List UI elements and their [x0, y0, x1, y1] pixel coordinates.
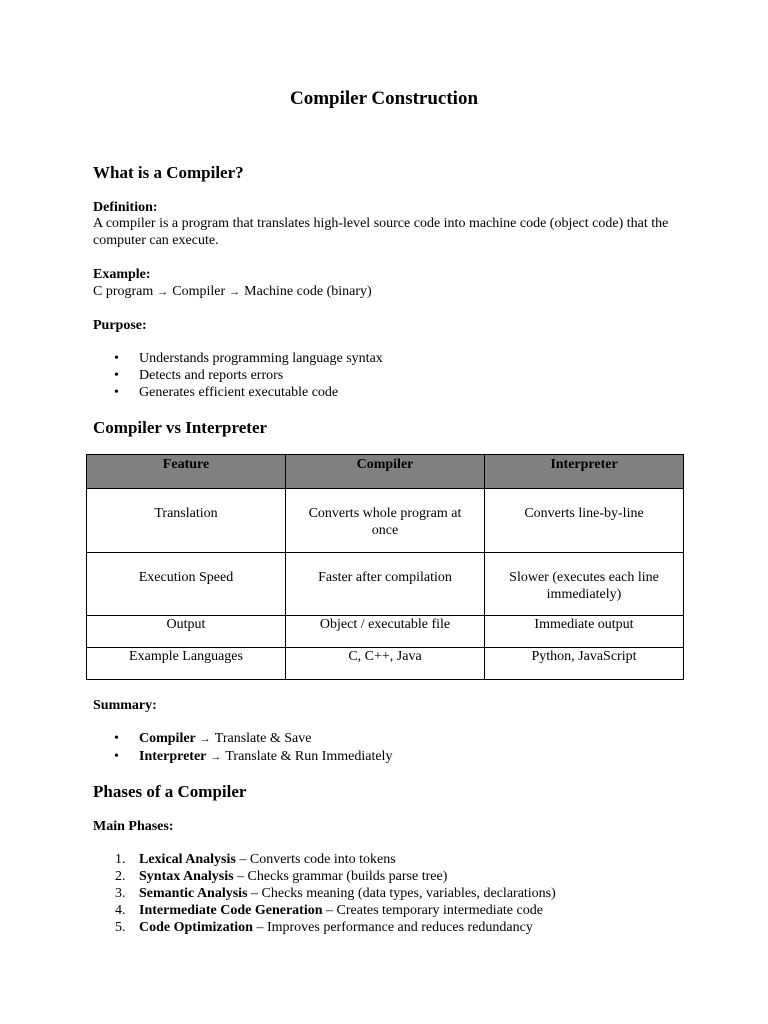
summary-list: [93, 730, 392, 766]
table-cell: Example Languages: [87, 648, 286, 680]
summary-label: Summary:: [93, 698, 157, 713]
phase-term: Syntax Analysis: [139, 869, 234, 884]
list-number: 1.: [115, 852, 126, 867]
phase-desc: – Checks meaning (data types, variables, declarations): [247, 886, 556, 901]
arrow-icon: →: [157, 286, 169, 298]
table-cell: Faster after compilation: [286, 553, 485, 616]
example-part-output: Machine code (binary): [244, 284, 372, 299]
arrow-icon: →: [229, 286, 241, 298]
definition-text: A compiler is a program that translates high-level source code into machine code (object code) that the computer can execute.: [93, 216, 669, 248]
table-cell: Execution Speed: [87, 553, 286, 616]
phase-desc: – Checks grammar (builds parse tree): [233, 869, 448, 884]
list-item: [93, 902, 556, 919]
list-item: [93, 868, 556, 885]
table-cell: Immediate output: [485, 616, 684, 648]
example-text: [93, 283, 673, 301]
table-row: [87, 616, 684, 648]
list-number: 4.: [115, 903, 126, 918]
main-phases-label: Main Phases:: [93, 819, 174, 834]
list-item-text: Understands programming language syntax: [139, 351, 383, 366]
list-number: 2.: [115, 869, 126, 884]
page-title: Compiler Construction: [289, 88, 479, 109]
table-cell: Converts line-by-line: [485, 489, 684, 553]
list-item-text: Generates efficient executable code: [139, 385, 339, 400]
list-number: 3.: [115, 886, 126, 901]
table-row: [87, 489, 684, 553]
phase-term: Semantic Analysis: [139, 886, 248, 901]
table-header-cell: Feature: [87, 455, 286, 489]
phase-desc: – Creates temporary intermediate code: [322, 903, 543, 918]
section-heading-what-is-compiler: What is a Compiler?: [93, 163, 244, 182]
table-header-cell: Interpreter: [485, 455, 684, 489]
bullet-icon: •: [114, 368, 119, 383]
table-cell: Python, JavaScript: [485, 648, 684, 680]
section-heading-compiler-vs-interpreter: Compiler vs Interpreter: [93, 418, 268, 437]
definition-label: Definition:: [93, 200, 158, 215]
list-item: [93, 885, 556, 902]
summary-desc: Translate & Save: [214, 731, 312, 746]
list-number: 5.: [115, 920, 126, 935]
table-cell: Converts whole program at once: [286, 489, 485, 553]
phases-list: [93, 851, 556, 936]
bullet-icon: •: [114, 749, 119, 764]
list-item: [93, 919, 556, 936]
table-cell: Translation: [87, 489, 286, 553]
table-row: [87, 648, 684, 680]
table-header-row: [87, 455, 684, 489]
comparison-table: [86, 454, 684, 680]
summary-term: Interpreter: [139, 749, 207, 764]
purpose-list: [93, 350, 383, 401]
bullet-icon: •: [114, 351, 119, 366]
example-label: Example:: [93, 267, 151, 282]
bullet-icon: •: [114, 731, 119, 746]
table-header-cell: Compiler: [286, 455, 485, 489]
bullet-icon: •: [114, 385, 119, 400]
arrow-icon: →: [210, 751, 222, 763]
arrow-icon: →: [199, 733, 211, 745]
list-item: [93, 384, 383, 401]
list-item-text: Detects and reports errors: [139, 368, 284, 383]
purpose-label: Purpose:: [93, 318, 147, 333]
phase-term: Code Optimization: [139, 920, 253, 935]
list-item: [93, 350, 383, 367]
table-cell: C, C++, Java: [286, 648, 485, 680]
list-item: [93, 730, 392, 748]
phase-term: Lexical Analysis: [139, 852, 236, 867]
example-part-source: C program: [93, 284, 154, 299]
table-cell: Slower (executes each line immediately): [485, 553, 684, 616]
list-item: [93, 748, 392, 766]
list-item: [93, 367, 383, 384]
example-part-compiler: Compiler: [172, 284, 226, 299]
phase-desc: – Converts code into tokens: [235, 852, 396, 867]
phase-term: Intermediate Code Generation: [139, 903, 323, 918]
table-cell: Output: [87, 616, 286, 648]
table-row: [87, 553, 684, 616]
list-item: [93, 851, 556, 868]
summary-term: Compiler: [139, 731, 196, 746]
summary-desc: Translate & Run Immediately: [225, 749, 393, 764]
phase-desc: – Improves performance and reduces redundancy: [252, 920, 533, 935]
table-cell: Object / executable file: [286, 616, 485, 648]
section-heading-phases: Phases of a Compiler: [93, 782, 247, 801]
